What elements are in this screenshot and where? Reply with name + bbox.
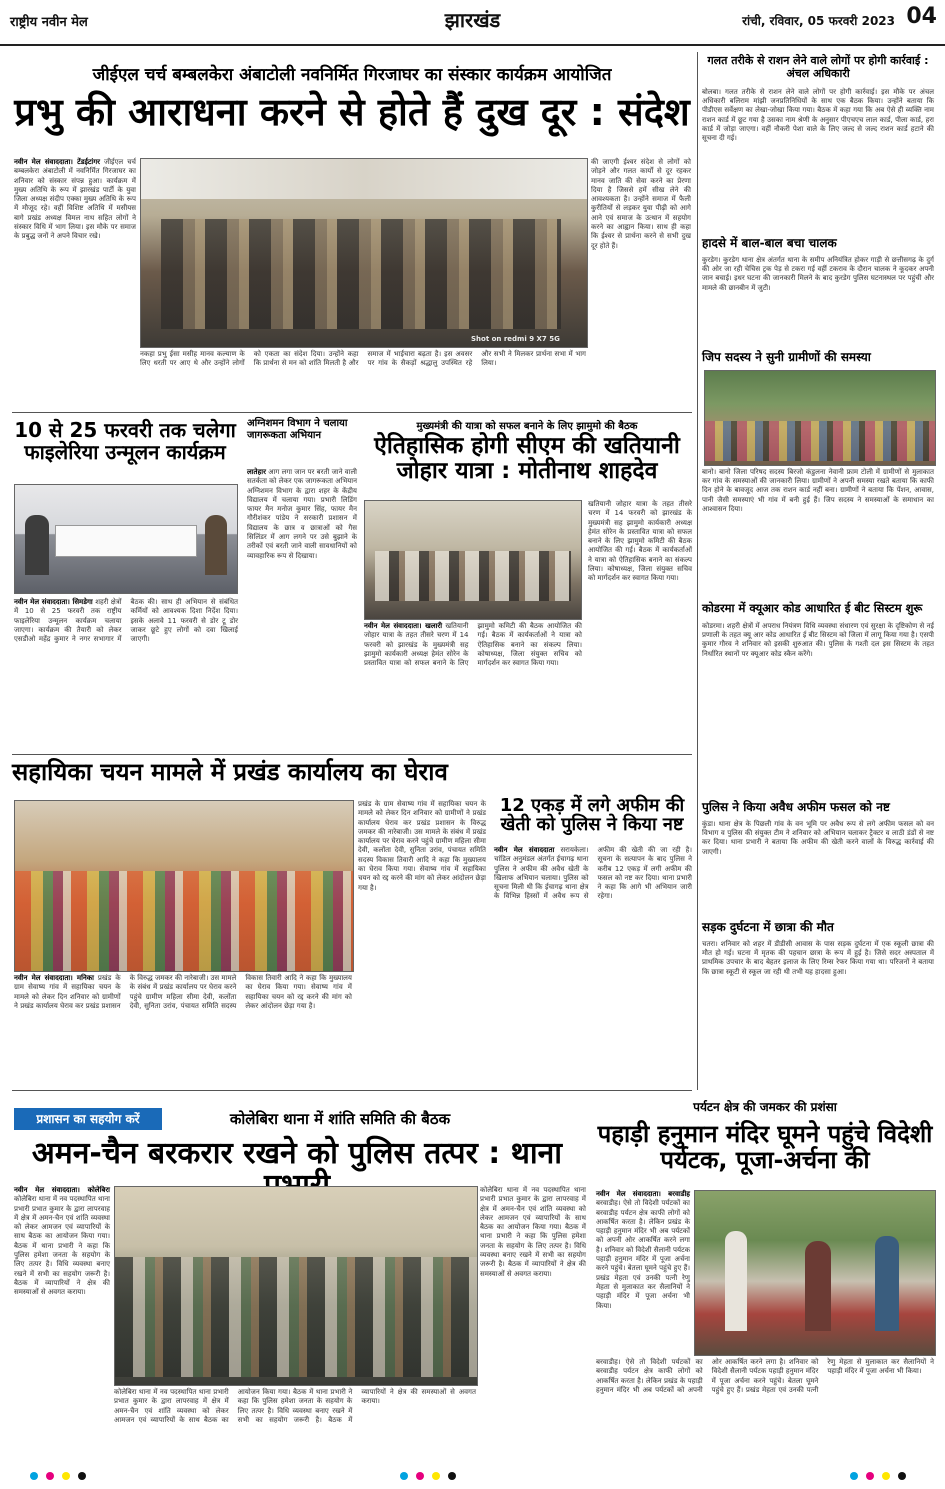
story3-dateline: लातेहार <box>247 468 266 476</box>
story8-photo <box>694 1190 936 1356</box>
story7-tag: प्रशासन का सहयोग करें <box>14 1108 162 1130</box>
registration-dot <box>400 1472 408 1480</box>
masthead: राष्ट्रीय नवीन मेल <box>10 15 88 30</box>
story7-text-right: कोलेबिरा थाना में नव पदस्थापित थाना प्रभारी प्रभात कुमार के द्वारा लापरवाह में क्षेत्र में अमन-चैन एवं शांति व्यवस्था को लेकर आमजन एवं व्यापारियों के साथ बैठक का आयोजन किया गया। बैठक में थाना प्रभारी ने कहा कि पुलिस हमेशा जनता के सहयोग के लिए तत्पर है। विधि व्यवस्था बनाए रखने में सभी का सहयोग जरूरी है। बैठक में व्यापारियों ने क्षेत्र की समस्याओं से अवगत कराया। <box>480 1186 586 1278</box>
story1-body-right <box>591 158 691 410</box>
story7-headline: अमन-चैन बरकरार रखने को पुलिस तत्पर : थाना <box>31 1136 563 1171</box>
story2-text: शहरी क्षेत्रों में 10 से 25 फरवरी तक राष्ट्रीय फाइलेरिया उन्मूलन कार्यक्रम चलाया जाएगा। कार्यक्रम की तैयारी को लेकर एसडीओ महेंद्र कुमार ने नगर सभागार में बैठक की। साथ ही अभियान से संबंधित कर्मियों को आवश्यक दिशा निर्देश दिया। इसके अलावे 11 फरवरी से डोर टू डोर जाकर छूटे हुए लोगों को दवा खिलाई जाएगी। <box>14 598 238 644</box>
story4-kicker: मुख्यमंत्री की यात्रा को सफल बनाने के लिए झामुमो की बैठक <box>416 421 638 432</box>
story7-body-under <box>114 1388 476 1458</box>
story5-dateline: नवीन मेल संवाददाता। मनिका <box>14 974 94 982</box>
story8-headline: पहाड़ी हनुमान मंदिर घूमने पहुंचे विदेशी पर्यटक, पूजा-अर्चना की <box>597 1120 933 1174</box>
story3-body <box>247 468 357 750</box>
story2-body <box>14 598 238 750</box>
story5-headline: सहायिका चयन मामले में प्रखंड कार्यालय का घेराव <box>12 758 448 786</box>
sidebar-s6-body: चतरा। शनिवार को शहर में डीडीसी आवास के पास सड़क दुर्घटना में एक स्कूली छात्रा की मौत हो गई। घटना में मृतक की पहचान छात्रा के रूप में हुई है। जिसे सदर अस्पताल में प्राथमिक उपचार के बाद बेहतर इलाज के लिए रिम्स रेफर किया गया था। परिजनों ने बताया कि छात्रा स्कूटी से स्कूल जा रही थी तभी यह हादसा हुआ। <box>702 940 934 976</box>
registration-dot <box>882 1472 890 1480</box>
story7-text-under: कोलेबिरा थाना में नव पदस्थापित थाना प्रभारी प्रभात कुमार के द्वारा लापरवाह में क्षेत्र में अमन-चैन एवं शांति व्यवस्था को लेकर आमजन एवं व्यापारियों के साथ बैठक का आयोजन किया गया। बैठक में थाना प्रभारी ने कहा कि पुलिस हमेशा जनता के सहयोग के लिए तत्पर है। विधि व्यवस्था बनाए रखने में सभी का सहयोग जरूरी है। बैठक में व्यापारियों ने क्षेत्र की समस्याओं से अवगत कराया। <box>114 1388 476 1424</box>
story4-dateline: नवीन मेल संवाददाता। खलारी <box>364 622 443 630</box>
registration-dot <box>78 1472 86 1480</box>
section-title: झारखंड <box>444 8 501 32</box>
divider <box>12 1090 692 1091</box>
column-divider <box>697 52 698 1090</box>
registration-dot <box>30 1472 38 1480</box>
registration-dot <box>898 1472 906 1480</box>
story5-body-under <box>14 974 352 1086</box>
story7-body-left <box>14 1186 110 1458</box>
sidebar-s4-headline: कोडरमा में क्यूआर कोड आधारित ई बीट सिस्टम शुरू <box>702 601 923 615</box>
story2-photo <box>14 484 238 594</box>
story7-kicker: कोलेबिरा थाना में शांति समिति की बैठक <box>229 1110 451 1128</box>
sidebar-s4-body: कोडरमा। शहरी क्षेत्रों में अपराध नियंत्रण विधि व्यवस्था संधारण एवं सुरक्षा के दृष्टिकोण से नई प्रणाली के तहत क्यू आर कोड आधारित ई बीट सिस्टम को जिला में लागू किया गया है। एसपी कुमार गौरव ने शनिवार को इसकी शुरुआत की। पुलिस के गश्ती दल इस सिस्टम के तहत निर्धारित स्थानों पर क्यूआर कोड स्कैन करेंगे। <box>702 622 934 658</box>
story5-body-right <box>358 800 486 1086</box>
story1-body-left <box>14 158 136 408</box>
sidebar-s5-headline: पुलिस ने किया अवैध अफीम फसल को नष्ट <box>702 800 890 814</box>
story6-text: सरायकेला। चांडिल अनुमंडल अंतर्गत ईचागढ़ थाना पुलिस ने अफीम की अवैध खेती के खिलाफ अभियान चलाया। पुलिस को सूचना मिली थी कि ईचागढ़ थाना क्षेत्र के विभिन्न हिस्सों में अवैध रूप से अफीम की खेती की जा रही है। सूचना के सत्यापन के बाद पुलिस ने करीब 12 एकड़ में लगी अफीम की फसल को नष्ट कर दिया। थाना प्रभारी ने कहा कि आगे भी अभियान जारी रहेगा। <box>494 846 692 901</box>
page-header <box>0 0 945 46</box>
issue-date: रांची, रविवार, 05 फरवरी 2023 <box>742 14 895 28</box>
photo-credit: Shot on redmi 9 X7 5G <box>471 335 560 343</box>
story4-body-left <box>364 622 582 750</box>
story8-body-under <box>596 1358 934 1458</box>
story8-body-left <box>596 1190 690 1354</box>
sidebar-s3-photo <box>704 370 936 466</box>
story8-dateline: नवीन मेल संवाददाता। बरवाडीह <box>596 1190 690 1198</box>
story1-text-under-photo: नकहा प्रभु ईसा मसीह मानव कल्याण के लिए धरती पर आए थे और उन्होंने लोगों को एकता का संदेश दिया। उन्होंने कहा कि प्रार्थना से मन को शांति मिलती है और समाज में भाईचारा बढ़ता है। इस अवसर पर गांव के सैकड़ों श्रद्धालु उपस्थित रहे और सभी ने मिलकर प्रार्थना सभा में भाग लिया। <box>140 350 586 368</box>
story4-text-right: खतियानी जोहार यात्रा के तहत तीसरे चरण में 14 फरवरी को झारखंड के मुख्यमंत्री सह झामुमो कार्यकारी अध्यक्ष हेमंत सोरेन के प्रस्तावित यात्रा को सफल बनाने के लिए झामुमो कमिटी की बैठक आयोजित की गई। बैठक में कार्यकर्ताओं ने यात्रा को ऐतिहासिक बनाने का संकल्प लिया। कोषाध्यक्ष, जिला संयुक्त सचिव को मार्गदर्शन कर स्वागत किया गया। <box>588 500 692 583</box>
story6-body <box>494 846 692 1086</box>
story3-kicker: अग्निशमन विभाग ने चलाया जागरूकता अभियान <box>247 418 348 441</box>
registration-dot <box>46 1472 54 1480</box>
registration-dot <box>416 1472 424 1480</box>
story4-headline: ऐतिहासिक होगी सीएम की खतियानी जोहार यात्रा : मोतीनाथ शाहदेव <box>374 433 680 484</box>
story1-photo <box>140 158 588 348</box>
story5-text: प्रखंड के ग्राम सेवाष्य गांव में सहायिका चयन के मामले को लेकर दिन शनिवार को ग्रामीणों ने प्रखंड कार्यालय घेराव कर प्रखंड प्रशासन के विरुद्ध जमकर की नारेबाजी। उस मामले के संबंध में प्रखंड कार्यालय पर घेराव करने पहुंचे ग्रामीण महिला सीमा देवी, कलोंता देवी, सुनिता उरांव, पंचायत समिति सदस्य विकास तिवारी आदि ने कहा कि मुख्यालय का घेराव किया गया। सेवाष्य गांव में सहायिका चयन को रद्द करने की मांग को लेकर आंदोलन छेड़ा गया है। <box>14 974 352 1010</box>
story4-text: खतियानी जोहार यात्रा के तहत तीसरे चरण में 14 फरवरी को झारखंड के मुख्यमंत्री सह झामुमो कार्यकारी अध्यक्ष हेमंत सोरेन के प्रस्तावित यात्रा को सफल बनाने के लिए झामुमो कमिटी की बैठक आयोजित की गई। बैठक में कार्यकर्ताओं ने यात्रा को ऐतिहासिक बनाने का संकल्प लिया। कोषाध्यक्ष, जिला संयुक्त सचिव को मार्गदर्शन कर स्वागत किया गया। <box>364 622 582 668</box>
sidebar-s5-body: कुंडा। थाना क्षेत्र के पिछली गांव के वन भूमि पर अवैध रूप से लगे अफीम फसल को वन विभाग व पुलिस की संयुक्त टीम ने शनिवार को अभियान चलाकर ट्रैक्टर व लाठी डंडों से नष्ट कर दिया। थाना प्रभारी ने बताया कि अफीम की खेती करने वालों के विरुद्ध कार्रवाई की जाएगी। <box>702 820 934 856</box>
sidebar-s1-body: बोलबा। गलत तरीके से राशन लेने वाले लोगों पर होगी कार्रवाई। इस मौके पर अंचल अधिकारी बलिराम मांझी जनप्रतिनिधियों के साथ एक बैठक किया। उन्होंने बताया कि पीडीएस सर्वेक्षण का लेखा-जोखा किया गया। बैठक में कहा गया कि अब ऐसे ही व्यक्ति नाम राशन कार्ड में छूट गया है उसका नाम श्रेणी के अनुसार पीएचएच लाल कार्ड, पीला कार्ड, हरा कार्ड में जोड़ा जाएगा। वहीं नौकरी पेशा वाले के लिए जल्द से जल्द राशन कार्ड हटाने की सूचना दी गई। <box>702 88 934 143</box>
story2-dateline: नवीन मेल संवाददाता। सिमडेगा <box>14 598 93 606</box>
story7-photo <box>114 1186 478 1386</box>
story1-dateline: नवीन मेल संवाददाता। टेंडईटांगर <box>14 158 101 166</box>
story1-headline: प्रभु की आराधना करने से होते हैं दुख दूर : संदेश <box>14 90 690 134</box>
story8-text-under: बरवाडीह। ऐसे तो विदेशी पर्यटकों का बरवाडीह पर्यटन क्षेत्र काफी लोगों को आकर्षित करता है। लेकिन प्रखंड के पहाड़ी हनुमान मंदिर भी अब पर्यटकों को अपनी ओर आकर्षित करने लगा है। शनिवार को विदेशी सैलानी पर्यटक पहाड़ी हनुमान मंदिर में पूजा अर्चना करने पहुंचे। बेतला घूमने पहुंचे हुए हैं। प्रखंड मेहता एवं उनकी पत्नी रेणु मेहता से मुलाकात कर सैलानियों ने पहाड़ी मंदिर में पूजा अर्चना भी किया। <box>596 1358 934 1394</box>
sidebar-s3-body: बानो। बानो जिला परिषद सदस्य बिरजो कंडुलना नेवानी फ्राम टोली में ग्रामीणों से मुलाकात कर गांव के समस्याओं की जानकारी लिया। ग्रामीणों ने अपनी समस्या रखते बताया कि काफी दिन होने के बावजूद आज तक राशन कार्ड नहीं बना। ग्रामीणों ने बताया कि पेंशन, आवास, पानी जैसी समस्याएं भी गांव में बनी हुई हैं। जिप सदस्य ने समस्याओं के समाधान का आश्वासन दिया। <box>702 468 934 513</box>
sidebar-s3-headline: जिप सदस्य ने सुनी ग्रामीणों की समस्या <box>702 350 871 364</box>
story7-body-right <box>480 1186 586 1458</box>
story8-kicker: पर्यटन क्षेत्र की जमकर की प्रशंसा <box>693 1100 837 1114</box>
story3-text: आग लगा जान पर बरती जाने वाली सतर्कता को लेकर एक जागरूकता अभियान अग्निशमन विभाग के द्वारा शहर के केंद्रीय विद्यालय में चलाया गया। प्रभारी लिडिंग फायर मैन मनोज कुमार सिंह, फायर मैन गौरीशंकर पांडेय ने सरकारी प्रशासन में विद्यालय के छात्र व छात्राओं को गैस सिलिंडर में आग लगने पर उसे बुझाने के तरीकों एवं बरती जाने वाली सावधानियों को व्यावहारिक रूप से दिखाया। <box>247 468 357 560</box>
story6-headline: 12 एकड़ में लगे अफीम की खेती को पुलिस ने किया नष्ट <box>499 795 685 836</box>
divider <box>12 412 692 413</box>
story4-body-right <box>588 500 692 750</box>
story8-text: बरवाडीह। ऐसे तो विदेशी पर्यटकों का बरवाडीह पर्यटन क्षेत्र काफी लोगों को आकर्षित करता है। लेकिन प्रखंड के पहाड़ी हनुमान मंदिर भी अब पर्यटकों को अपनी ओर आकर्षित करने लगा है। शनिवार को विदेशी सैलानी पर्यटक पहाड़ी हनुमान मंदिर में पूजा अर्चना करने पहुंचे। बेतला घूमने पहुंचे हुए हैं। प्रखंड मेहता एवं उनकी पत्नी रेणु मेहता से मुलाकात कर सैलानियों ने पहाड़ी मंदिर में पूजा अर्चना भी किया। <box>596 1199 690 1310</box>
registration-dot <box>448 1472 456 1480</box>
registration-dot <box>850 1472 858 1480</box>
story1-body-photo <box>140 350 586 410</box>
sidebar-s2-body: कुरडेग। कुरडेग थाना क्षेत्र अंतर्गत थाना के समीप अनियंत्रित होकर गाड़ी से छत्तीसगढ़ के दुर्ग की ओर जा रही चेचिस ट्रक पेड़ से टकरा गई वहीं टकराव के दौरान चालक ने कूदकर अपनी जान बचाई। इधर घटना की जानकारी मिलने के बाद कुरडेग पुलिस घटनास्थल पर पहुंची और मामले की छानबीन में जुटी। <box>702 256 934 292</box>
story4-photo <box>364 500 582 620</box>
registration-dot <box>866 1472 874 1480</box>
registration-dot <box>62 1472 70 1480</box>
registration-dot <box>432 1472 440 1480</box>
sidebar-s6-headline: सड़क दुर्घटना में छात्रा की मौत <box>702 920 834 934</box>
story1-text-right: की जाएगी ईश्वर संदेश से लोगों को जोड़ने और गलत कार्यों से दूर रहकर मानव जाति की सेवा करने का प्रेरणा दिया है जिससे हमें सीख लेने की आवश्यकता है। उन्होंने समाज में फैली कुरीतियों से लड़कर युवा पीढ़ी को आगे आने एवं समाज के उत्थान में सहयोग करने का आह्वान किया। साथ ही कहा कि ईश्वर से प्रार्थना करने से सभी दुख दूर होते हैं। <box>591 158 691 250</box>
story2-headline: 10 से 25 फरवरी तक चलेगा फाइलेरिया उन्मूलन कार्यक्रम <box>14 418 236 464</box>
story7-text: कोलेबिरा थाना में नव पदस्थापित थाना प्रभारी प्रभात कुमार के द्वारा लापरवाह में क्षेत्र में अमन-चैन एवं शांति व्यवस्था को लेकर आमजन एवं व्यापारियों के साथ बैठक का आयोजन किया गया। बैठक में थाना प्रभारी ने कहा कि पुलिस हमेशा जनता के सहयोग के लिए तत्पर है। विधि व्यवस्था बनाए रखने में सभी का सहयोग जरूरी है। बैठक में व्यापारियों ने क्षेत्र की समस्याओं से अवगत कराया। <box>14 1195 110 1297</box>
story7-dateline: नवीन मेल संवाददाता। कोलेबिरा <box>14 1186 110 1194</box>
color-registration-strip <box>0 1466 945 1486</box>
page-number: 04 <box>906 4 937 29</box>
story1-kicker: जीईएल चर्च बम्बलकेरा अंबाटोली नवनिर्मित गिरजाघर का संस्कार कार्यक्रम आयोजित <box>92 65 612 85</box>
sidebar-s1-headline: गलत तरीके से राशन लेने वाले लोगों पर होगी कार्रवाई : अंचल अधिकारी <box>707 54 929 81</box>
story5-text-right: प्रखंड के ग्राम सेवाष्य गांव में सहायिका चयन के मामले को लेकर दिन शनिवार को ग्रामीणों ने प्रखंड कार्यालय घेराव कर प्रखंड प्रशासन के विरुद्ध जमकर की नारेबाजी। उस मामले के संबंध में प्रखंड कार्यालय पर घेराव करने पहुंचे ग्रामीण महिला सीमा देवी, कलोंता देवी, सुनिता उरांव, पंचायत समिति सदस्य विकास तिवारी आदि ने कहा कि मुख्यालय का घेराव किया गया। सेवाष्य गांव में सहायिका चयन को रद्द करने की मांग को लेकर आंदोलन छेड़ा गया है। <box>358 800 486 892</box>
story6-dateline: नवीन मेल संवाददाता <box>494 846 555 854</box>
story5-photo <box>14 800 354 972</box>
story1-text-left: जीईएल चर्च बम्बलकेरा अंबाटोली में नवनिर्मित गिरजाघर का शनिवार को संस्कार संपन्न हुआ। कार्यक्रम में मुख्य अतिथि के रूप में झारखंड पार्टी के युवा जिला अध्यक्ष संदीप एक्का मुख्य अतिथि के रूप में मौजूद रहे। वहीं विशिष्ट अतिथि में मसीयस बागे प्रखंड अध्यक्ष विमल नाथ सहित लोगों ने संस्कार विधि में भाग लिया। इस मौके पर समाज के प्रबुद्ध जनों ने अपने विचार रखे। <box>14 158 136 241</box>
divider <box>12 754 692 755</box>
sidebar-s2-headline: हादसे में बाल-बाल बचा चालक <box>702 236 837 250</box>
